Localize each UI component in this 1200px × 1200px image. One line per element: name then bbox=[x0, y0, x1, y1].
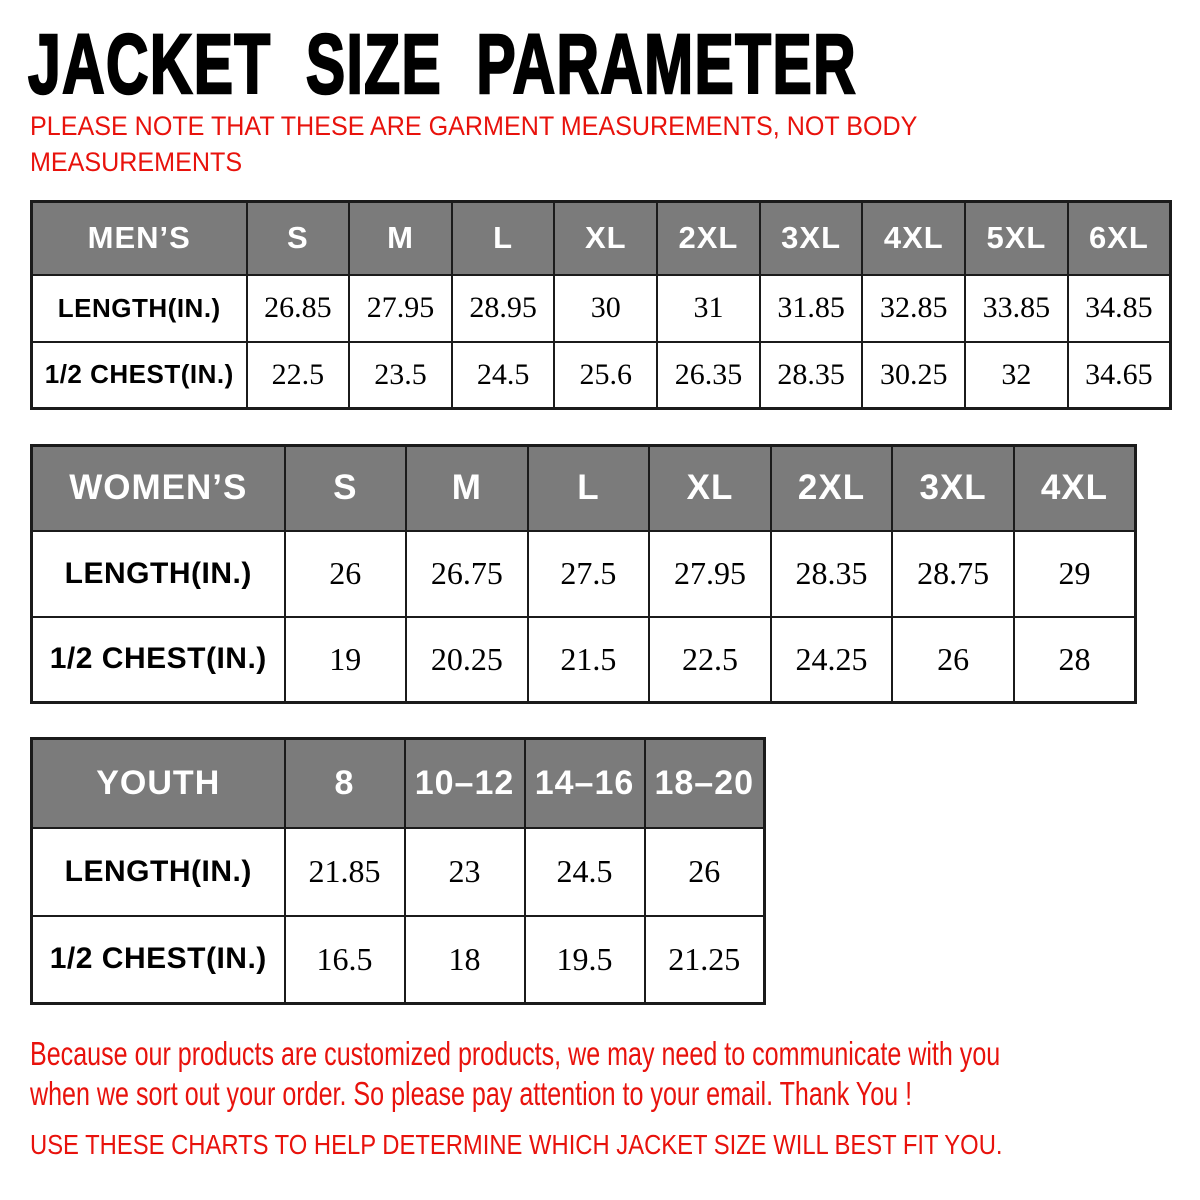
size-header-cell: S bbox=[285, 446, 407, 531]
size-header-cell: L bbox=[528, 446, 650, 531]
mens-header-row bbox=[32, 202, 1171, 275]
mens-size-table bbox=[30, 200, 1172, 410]
page-title: JACKET SIZE PARAMETER bbox=[28, 17, 857, 111]
size-value: 26 bbox=[285, 531, 407, 617]
size-value: 27.95 bbox=[349, 275, 452, 342]
size-value: 21.85 bbox=[285, 828, 405, 916]
size-value: 33.85 bbox=[965, 275, 1068, 342]
size-value: 20.25 bbox=[406, 617, 528, 703]
womens-chest-row bbox=[32, 617, 1136, 703]
size-header-cell: XL bbox=[649, 446, 771, 531]
measurement-label: 1/2 CHEST(IN.) bbox=[32, 617, 285, 703]
size-header-cell: L bbox=[452, 202, 555, 275]
womens-size-table bbox=[30, 444, 1137, 704]
size-value: 23.5 bbox=[349, 342, 452, 409]
mens-length-row bbox=[32, 275, 1171, 342]
size-header-cell: M bbox=[406, 446, 528, 531]
size-value: 32.85 bbox=[862, 275, 965, 342]
size-header-cell: 8 bbox=[285, 739, 405, 828]
womens-length-row bbox=[32, 531, 1136, 617]
size-header-cell: 3XL bbox=[892, 446, 1014, 531]
size-value: 28 bbox=[1014, 617, 1136, 703]
size-value: 25.6 bbox=[554, 342, 657, 409]
size-header-cell: 2XL bbox=[657, 202, 760, 275]
garment-measurement-note bbox=[30, 108, 917, 180]
size-value: 28.75 bbox=[892, 531, 1014, 617]
size-value: 26 bbox=[645, 828, 765, 916]
size-value: 19 bbox=[285, 617, 407, 703]
custom-order-note-line-2: when we sort out your order. So please pay attention to your email. Thank You ! bbox=[30, 1075, 913, 1112]
size-value: 34.65 bbox=[1068, 342, 1171, 409]
youth-size-table bbox=[30, 737, 766, 1005]
fit-advice-note: USE THESE CHARTS TO HELP DETERMINE WHICH JACKET SIZE WILL BEST FIT YOU. bbox=[30, 1129, 1003, 1160]
size-value: 28.95 bbox=[452, 275, 555, 342]
size-value: 21.25 bbox=[645, 916, 765, 1004]
size-header-cell: M bbox=[349, 202, 452, 275]
size-value: 28.35 bbox=[771, 531, 893, 617]
size-value: 19.5 bbox=[525, 916, 645, 1004]
size-value: 18 bbox=[405, 916, 525, 1004]
size-header-cell: 14–16 bbox=[525, 739, 645, 828]
size-header-cell: 5XL bbox=[965, 202, 1068, 275]
size-value: 26.75 bbox=[406, 531, 528, 617]
size-value: 32 bbox=[965, 342, 1068, 409]
size-value: 21.5 bbox=[528, 617, 650, 703]
size-value: 22.5 bbox=[649, 617, 771, 703]
size-value: 30.25 bbox=[862, 342, 965, 409]
size-value: 30 bbox=[554, 275, 657, 342]
size-value: 29 bbox=[1014, 531, 1136, 617]
size-header-cell: XL bbox=[554, 202, 657, 275]
measurement-label: LENGTH(IN.) bbox=[32, 275, 247, 342]
size-header-cell: 2XL bbox=[771, 446, 893, 531]
mens-chest-row bbox=[32, 342, 1171, 409]
custom-order-note-line-1: Because our products are customized products, we may need to communicate with you bbox=[30, 1035, 1001, 1072]
size-value: 26.85 bbox=[247, 275, 350, 342]
size-value: 31.85 bbox=[760, 275, 863, 342]
size-header-cell: 10–12 bbox=[405, 739, 525, 828]
size-value: 24.5 bbox=[452, 342, 555, 409]
size-value: 34.85 bbox=[1068, 275, 1171, 342]
size-value: 16.5 bbox=[285, 916, 405, 1004]
measurement-label: LENGTH(IN.) bbox=[32, 531, 285, 617]
custom-order-note bbox=[30, 1034, 1000, 1114]
size-value: 31 bbox=[657, 275, 760, 342]
size-header-cell: 6XL bbox=[1068, 202, 1171, 275]
size-header-cell: S bbox=[247, 202, 350, 275]
youth-table-title: YOUTH bbox=[32, 739, 285, 828]
size-header-cell: 4XL bbox=[862, 202, 965, 275]
size-value: 27.95 bbox=[649, 531, 771, 617]
measurement-label: LENGTH(IN.) bbox=[32, 828, 285, 916]
note-line-2: MEASUREMENTS bbox=[30, 147, 243, 177]
size-header-cell: 4XL bbox=[1014, 446, 1136, 531]
size-value: 24.25 bbox=[771, 617, 893, 703]
youth-chest-row bbox=[32, 916, 765, 1004]
size-header-cell: 3XL bbox=[760, 202, 863, 275]
mens-table-title: MEN’S bbox=[32, 202, 247, 275]
note-line-1: PLEASE NOTE THAT THESE ARE GARMENT MEASUREMENTS, NOT BODY bbox=[30, 111, 918, 141]
size-value: 27.5 bbox=[528, 531, 650, 617]
size-value: 23 bbox=[405, 828, 525, 916]
youth-length-row bbox=[32, 828, 765, 916]
size-header-cell: 18–20 bbox=[645, 739, 765, 828]
size-value: 22.5 bbox=[247, 342, 350, 409]
size-value: 24.5 bbox=[525, 828, 645, 916]
measurement-label: 1/2 CHEST(IN.) bbox=[32, 342, 247, 409]
womens-table-title: WOMEN’S bbox=[32, 446, 285, 531]
womens-header-row bbox=[32, 446, 1136, 531]
youth-header-row bbox=[32, 739, 765, 828]
size-value: 28.35 bbox=[760, 342, 863, 409]
measurement-label: 1/2 CHEST(IN.) bbox=[32, 916, 285, 1004]
size-value: 26 bbox=[892, 617, 1014, 703]
size-value: 26.35 bbox=[657, 342, 760, 409]
